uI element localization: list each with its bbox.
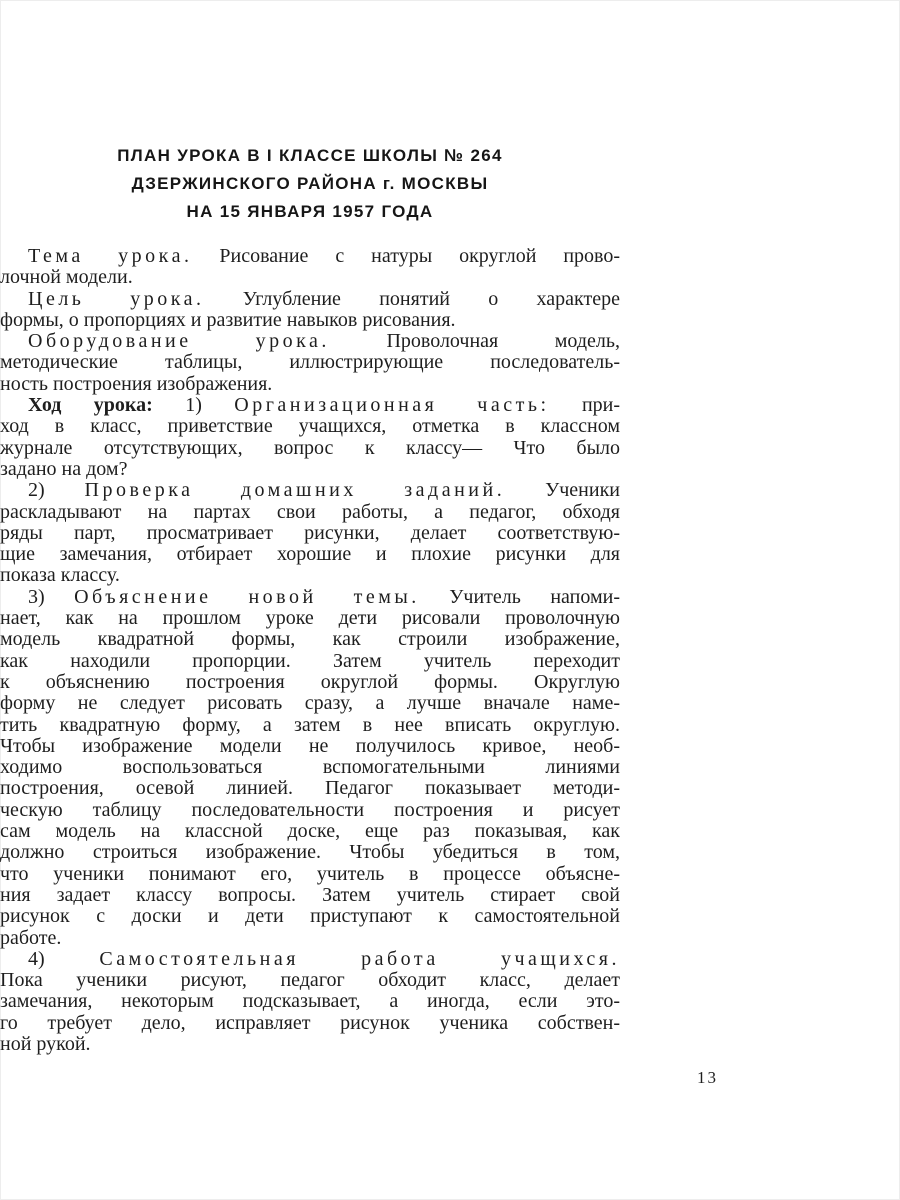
paragraph — [0, 331, 620, 395]
text-line — [0, 906, 620, 927]
body-text: построения, осевой линией. Педагог показывает методи- — [0, 777, 620, 800]
letterspaced-emphasis-text: Тема урока. — [28, 245, 193, 267]
body-text: ния задает классу вопросы. Затем учитель стирает свой — [0, 883, 620, 906]
document-title — [0, 147, 620, 231]
text-line — [0, 1034, 620, 1055]
text-line — [0, 1013, 620, 1034]
body-text: задано на дом? — [0, 457, 128, 480]
text-line — [0, 928, 620, 949]
body-text: при- — [549, 394, 621, 417]
body-text: журнале отсутствующих, вопрос к классу— Что было — [0, 436, 620, 459]
body-text: как находили пропорции. Затем учитель переходит — [0, 649, 620, 672]
paragraph — [0, 289, 620, 332]
title-line: НА 15 ЯНВАРЯ 1957 ГОДА — [186, 202, 434, 221]
text-line — [0, 267, 620, 288]
letterspaced-emphasis-text: Организационная часть: — [234, 394, 550, 417]
body-text: тить квадратную форму, а затем в нее вписать округлую. — [0, 713, 620, 736]
text-line — [0, 757, 620, 778]
text-line — [0, 651, 620, 672]
text-line — [0, 565, 620, 586]
body-text: ной рукой. — [0, 1032, 91, 1055]
body-text: ческую таблицу последовательности построения и рисует — [0, 798, 620, 821]
paragraph — [0, 395, 620, 480]
paragraph — [0, 246, 620, 289]
text-line — [0, 502, 620, 523]
page-number: 13 — [697, 1068, 718, 1087]
letterspaced-emphasis-text: Оборудование урока. — [28, 330, 330, 353]
body-text: формы, о пропорциях и развитие навыков рисования. — [0, 308, 456, 331]
text-line — [0, 459, 620, 480]
letterspaced-emphasis-text: Проверка домашних заданий. — [84, 479, 506, 502]
text-line — [0, 395, 620, 416]
body-text: 4) — [28, 947, 100, 970]
text-line — [0, 800, 620, 821]
document-body — [0, 246, 620, 1055]
body-text: модель квадратной формы, как строили изображение, — [0, 628, 620, 651]
body-text: Углубление понятий о характере — [204, 287, 620, 310]
body-text: ряды парт, просматривает рисунки, делает соответствую- — [0, 521, 620, 544]
text-line — [0, 544, 620, 565]
paragraph — [0, 480, 620, 586]
body-text: должно строиться изображение. Чтобы убедиться в том, — [0, 841, 620, 864]
body-text: форму не следует рисовать сразу, а лучше вначале наме- — [0, 692, 620, 715]
text-line — [0, 587, 620, 608]
title-line: ДЗЕРЖИНСКОГО РАЙОНА г. МОСКВЫ — [131, 174, 489, 193]
text-line — [0, 523, 620, 544]
body-text: го требует дело, исправляет рисунок ученика собствен- — [0, 1011, 620, 1034]
title-line: ПЛАН УРОКА В I КЛАССЕ ШКОЛЫ № 264 — [117, 146, 503, 165]
body-text: Рисование с натуры округлой прово- — [192, 245, 620, 267]
body-text: Проволочная модель, — [329, 330, 621, 353]
text-line — [0, 289, 620, 310]
letterspaced-emphasis-text: Цель урока. — [28, 287, 205, 310]
body-text: лочной модели. — [0, 266, 133, 289]
text-line — [0, 352, 620, 373]
body-text: методические таблицы, иллюстрирующие последователь- — [0, 351, 620, 374]
text-line — [0, 416, 620, 437]
text-line — [0, 438, 620, 459]
text-line — [0, 949, 620, 970]
body-text: что ученики понимают его, учитель в процессе объясне- — [0, 862, 620, 885]
body-text: нает, как на прошлом уроке дети рисовали проволочную — [0, 607, 620, 630]
body-text: замечания, некоторым подсказывает, а иногда, если это- — [0, 990, 620, 1013]
body-text: ходимо воспользоваться вспомогательными линиями — [0, 756, 620, 779]
text-line — [0, 480, 620, 501]
paragraph — [0, 587, 620, 949]
text-line — [0, 672, 620, 693]
text-line — [0, 736, 620, 757]
body-text: ность построения изображения. — [0, 372, 273, 395]
text-line — [0, 246, 620, 267]
text-line — [0, 970, 620, 991]
body-text: 2) — [28, 479, 85, 502]
body-text: работе. — [0, 926, 62, 949]
body-text: 1) — [152, 394, 235, 417]
text-line — [0, 991, 620, 1012]
text-line — [0, 885, 620, 906]
text-line — [0, 821, 620, 842]
text-line — [0, 608, 620, 629]
text-line — [0, 864, 620, 885]
bold-run-in-heading: Ход урока: — [28, 394, 153, 417]
text-line — [0, 778, 620, 799]
paragraph — [0, 949, 620, 1055]
text-line — [0, 374, 620, 395]
body-text: Чтобы изображение модели не получилось кривое, необ- — [0, 734, 620, 757]
body-text: Пока ученики рисуют, педагог обходит класс, делает — [0, 969, 620, 992]
letterspaced-emphasis-text: Объяснение новой темы. — [74, 585, 420, 608]
text-line — [0, 331, 620, 352]
body-text: Ученики — [505, 479, 620, 502]
body-text: Учитель напоми- — [419, 585, 620, 608]
body-text: к объяснению построения округлой формы. Округлую — [0, 670, 620, 693]
body-text: показа классу. — [0, 564, 120, 587]
text-line — [0, 715, 620, 736]
body-text: 3) — [28, 585, 75, 608]
text-line — [0, 693, 620, 714]
body-text: щие замечания, отбирает хорошие и плохие рисунки для — [0, 543, 620, 566]
text-line — [0, 629, 620, 650]
text-line — [0, 310, 620, 331]
text-line — [0, 842, 620, 863]
body-text: ход в класс, приветствие учащихся, отметка в классном — [0, 415, 620, 438]
body-text: сам модель на классной доске, еще раз показывая, как — [0, 820, 620, 843]
body-text: раскладывают на партах свои работы, а педагог, обходя — [0, 500, 620, 523]
body-text: рисунок с доски и дети приступают к самостоятельной — [0, 905, 620, 928]
letterspaced-emphasis-text: Самостоятельная работа учащихся. — [99, 947, 620, 970]
